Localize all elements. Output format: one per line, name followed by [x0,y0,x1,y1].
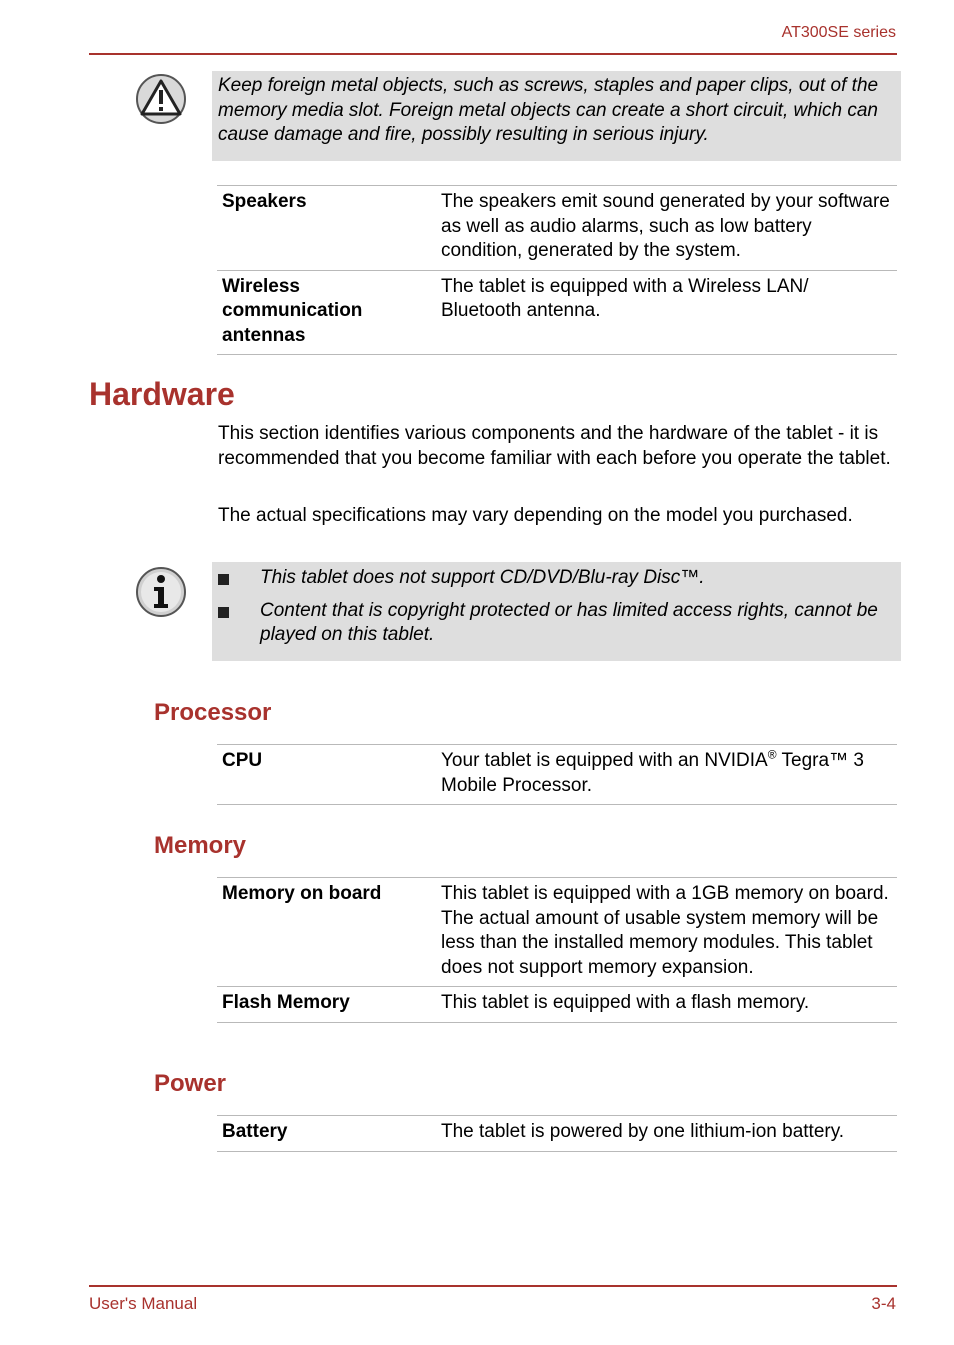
list-item [212,566,901,591]
cpu-desc-part: Tegra™ 3 Mobile Processor. [441,750,864,796]
row-label: Wireless communication antennas [222,275,363,346]
hardware-spec-note-paragraph: The actual specifications may vary depending on the model you purchased. [218,505,853,526]
table-row [217,986,897,1023]
row-label: CPU [222,750,263,771]
table-row [217,877,897,986]
info-bullet-list [212,566,901,648]
table-row [217,185,897,270]
subsection-title-memory: Memory [154,832,247,859]
hardware-intro-paragraph: This section identifies various components and the hardware of the tablet - it is recommended that you become familiar with each before you operate the tablet. [218,423,891,469]
footer-rule [89,1285,897,1287]
spec-table-power [217,1115,897,1152]
warning-notice [212,71,901,161]
table-row [217,1115,897,1152]
row-label: Battery [222,1121,288,1142]
info-icon [135,566,187,618]
info-notice [212,562,901,661]
row-description: This tablet is equipped with a 1GB memory on board. The actual amount of usable system memory will be less than the installed memory modules. This tablet does not support memory expansion. [441,883,889,978]
row-label: Speakers [222,191,307,212]
table-row [217,744,897,805]
header-series-title: AT300SE series [781,24,896,41]
bullet-text: Content that is copyright protected or has limited access rights, cannot be played on this tablet. [260,599,878,645]
bullet-square-icon [218,607,229,618]
list-item [212,599,901,648]
table-row [217,270,897,356]
footer-manual-title: User's Manual [89,1294,198,1313]
subsection-title-processor: Processor [154,699,272,726]
subsection-title-power: Power [154,1070,227,1097]
bullet-square-icon [218,574,229,585]
row-description: The speakers emit sound generated by your software as well as audio alarms, such as low battery condition, generated by the system. [441,191,890,261]
registered-mark: ® [767,747,777,762]
footer-page-number: 3-4 [871,1294,896,1313]
row-label: Flash Memory [222,992,350,1013]
row-description: The tablet is equipped with a Wireless LAN/ Bluetooth antenna. [441,275,809,321]
warning-text: Keep foreign metal objects, such as screws, staples and paper clips, out of the memory media slot. Foreign metal objects can create a short circuit, which can cause damage and fire, possibly resulting in serious injury. [218,75,879,145]
row-description: The tablet is powered by one lithium-ion battery. [441,1121,845,1142]
header-rule [89,53,897,55]
spec-table-memory [217,877,897,1023]
row-label: Memory on board [222,883,382,904]
bullet-text: This tablet does not support CD/DVD/Blu-ray Disc™. [260,567,705,588]
row-description: This tablet is equipped with a flash memory. [441,992,810,1013]
spec-table-processor [217,744,897,805]
row-description [441,749,897,798]
section-title-hardware: Hardware [89,376,235,412]
warning-triangle-icon [135,73,187,125]
spec-table-audio-wireless [217,185,897,355]
cpu-desc-part: Your tablet is equipped with an NVIDIA [441,750,768,771]
